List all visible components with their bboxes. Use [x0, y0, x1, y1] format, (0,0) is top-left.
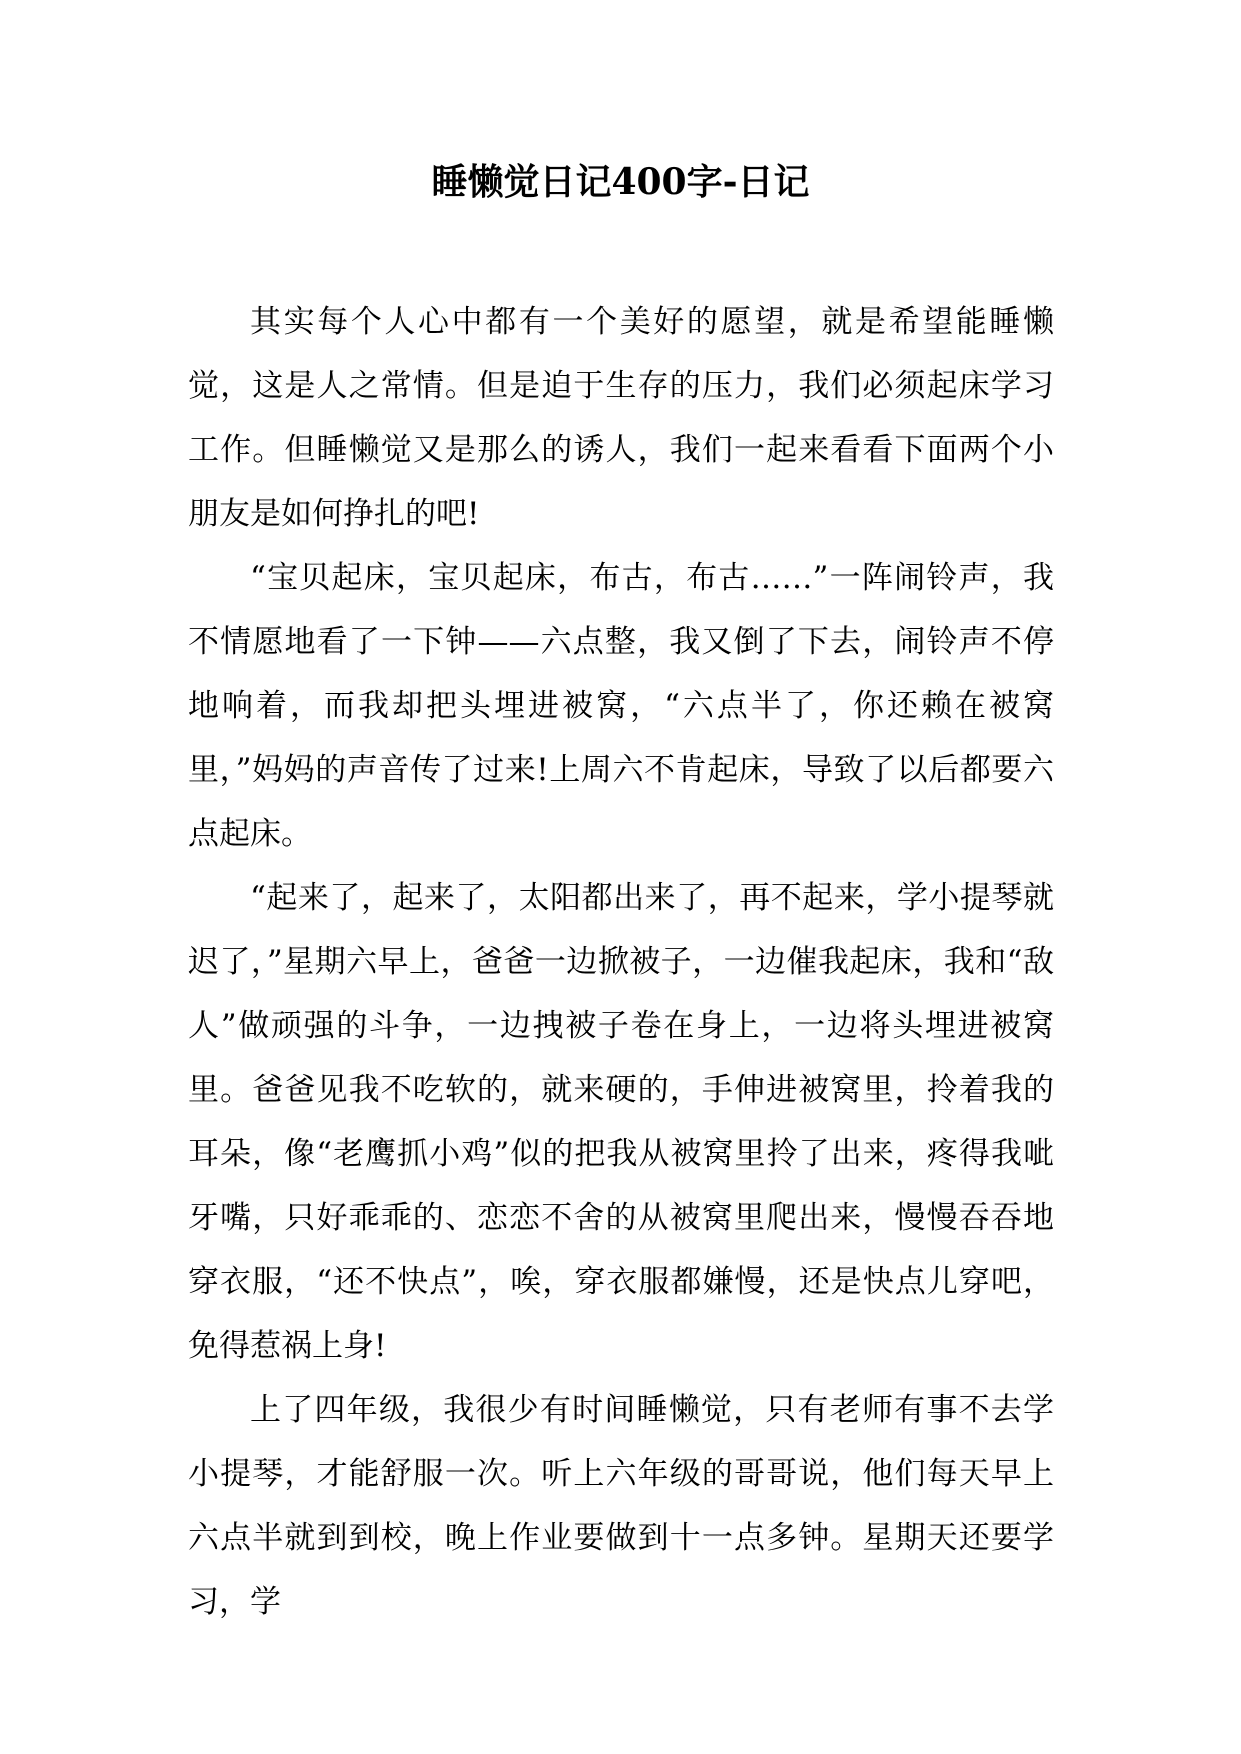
document-body	[188, 290, 1054, 1634]
paragraph-1: 其实每个人心中都有一个美好的愿望，就是希望能睡懒觉，这是人之常情。但是迫于生存的压力，我们必须起床学习工作。但睡懒觉又是那么的诱人，我们一起来看看下面两个小朋友是如何挣扎的吧!	[188, 304, 1054, 532]
paragraph-3: “起来了，起来了，太阳都出来了，再不起来，学小提琴就迟了，”星期六早上，爸爸一边掀被子，一边催我起床，我和“敌人”做顽强的斗争，一边拽被子卷在身上，一边将头埋进被窝里。爸爸见我不吃软的，就来硬的，手伸进被窝里，拎着我的耳朵，像“老鹰抓小鸡”似的把我从被窝里拎了出来，疼得我呲牙嘴，只好乖乖的、恋恋不舍的从被窝里爬出来，慢慢吞吞地穿衣服，“还不快点”，唉，穿衣服都嫌慢，还是快点儿穿吧，免得惹祸上身!	[188, 880, 1054, 1364]
paragraph-4: 上了四年级，我很少有时间睡懒觉，只有老师有事不去学小提琴，才能舒服一次。听上六年级的哥哥说，他们每天早上六点半就到到校，晚上作业要做到十一点多钟。星期天还要学习，学	[188, 1392, 1054, 1620]
document-title: 睡懒觉日记400字-日记	[431, 161, 810, 203]
paragraph-2: “宝贝起床，宝贝起床，布古，布古……”一阵闹铃声，我不情愿地看了一下钟——六点整，我又倒了下去，闹铃声不停地响着，而我却把头埋进被窝，“六点半了，你还赖在被窝里，”妈妈的声音传了过来!上周六不肯起床，导致了以后都要六点起床。	[188, 560, 1054, 852]
